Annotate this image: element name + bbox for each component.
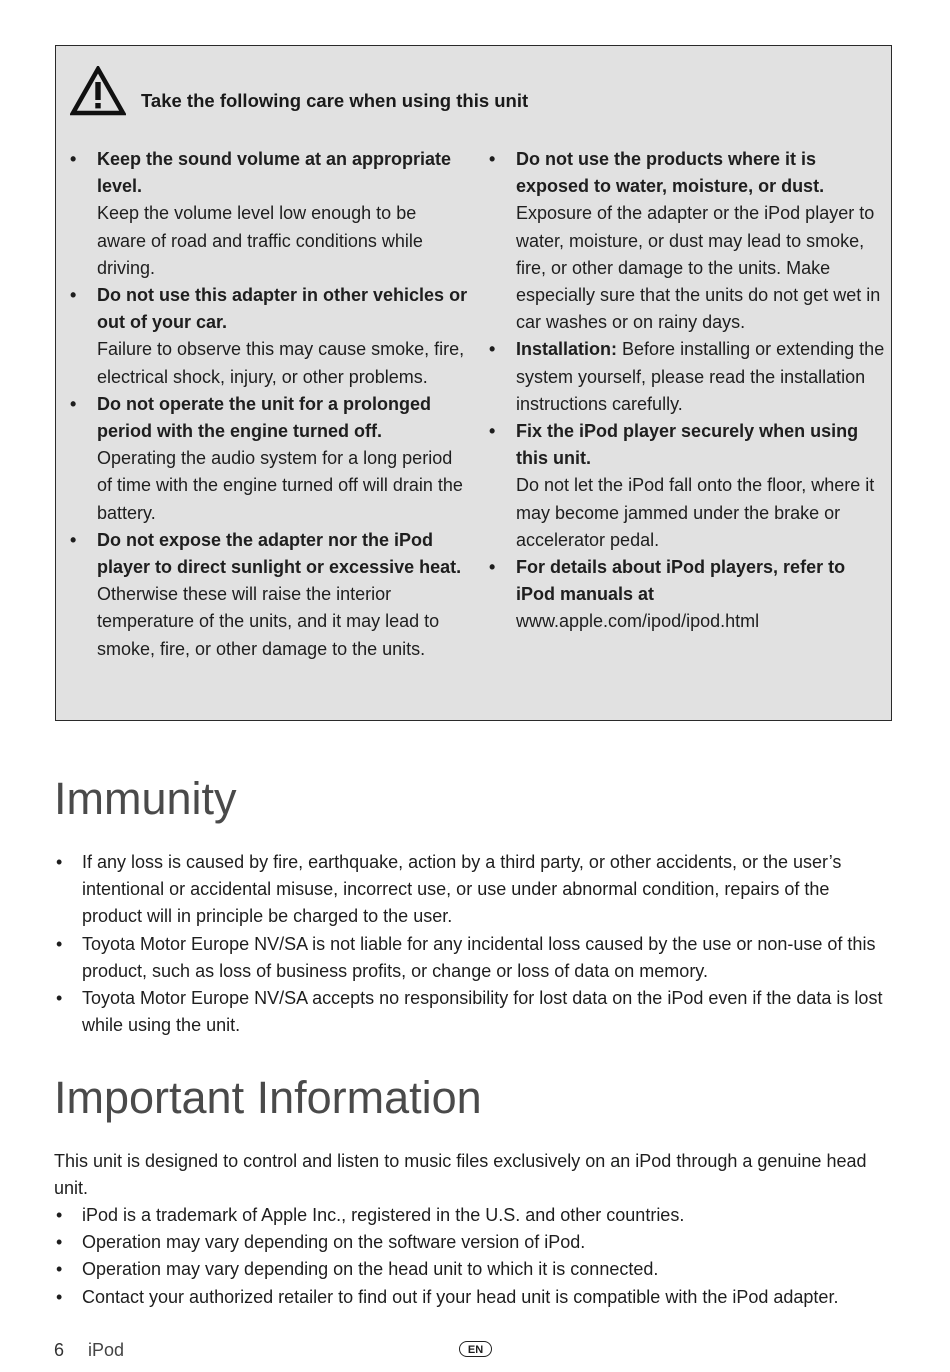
list-item-text: Contact your authorized retailer to find out if your head unit is compatible with the iPod adapter. xyxy=(82,1286,839,1307)
bullet: • xyxy=(56,933,63,954)
caution-item xyxy=(489,418,889,554)
caution-item-heading: For details about iPod players, refer to iPod manuals at xyxy=(516,557,846,605)
caution-item-installation xyxy=(489,336,889,418)
immunity-list xyxy=(54,849,894,1039)
ipod-manual-url: www.apple.com/ipod/ipod.html xyxy=(516,611,760,632)
caution-item xyxy=(489,554,889,636)
caution-item-body: Exposure of the adapter or the iPod player to water, moisture, or dust may lead to smoke, fire, or other damage to the units. Make especially sure that the units do not get wet in car washes or on rainy days. xyxy=(516,203,881,333)
footer-section-name: iPod xyxy=(88,1340,125,1360)
caution-item xyxy=(70,282,470,391)
caution-item-heading: Installation: xyxy=(516,339,618,360)
caution-item-body: Otherwise these will raise the interior temperature of the units, and it may lead to smoke, fire, or other damage to the units. xyxy=(97,584,440,659)
bullet: • xyxy=(489,339,496,360)
caution-item-heading: Do not use the products where it is exposed to water, moisture, or dust. xyxy=(516,149,825,197)
caution-item xyxy=(70,146,470,282)
caution-item-body: Operating the audio system for a long period of time with the engine turned off will drain the battery. xyxy=(97,448,463,523)
bullet: • xyxy=(56,1286,63,1307)
page-number: 6 xyxy=(54,1340,65,1360)
caution-item-body: Failure to observe this may cause smoke, fire, electrical shock, injury, or other problems. xyxy=(97,339,465,387)
bullet: • xyxy=(70,529,77,550)
caution-item-heading: Do not use this adapter in other vehicles or out of your car. xyxy=(97,285,468,333)
bullet: • xyxy=(56,1205,63,1225)
bullet: • xyxy=(56,988,63,1009)
list-item xyxy=(54,1256,894,1283)
immunity-heading: Immunity xyxy=(54,773,237,824)
caution-item-heading: Fix the iPod player securely when using this unit. xyxy=(516,421,859,469)
list-item xyxy=(54,1284,894,1311)
list-item-text: Operation may vary depending on the head unit to which it is connected. xyxy=(82,1259,659,1280)
important-list xyxy=(54,1202,894,1311)
list-item-text: iPod is a trademark of Apple Inc., registered in the U.S. and other countries. xyxy=(82,1205,685,1225)
bullet: • xyxy=(70,285,77,306)
bullet: • xyxy=(56,1232,63,1253)
caution-item-body: Keep the volume level low enough to be aware of road and traffic conditions while driving. xyxy=(97,203,423,278)
caution-header xyxy=(70,66,528,118)
caution-item-body: Do not let the iPod fall onto the floor, where it may become jammed under the brake or accelerator pedal. xyxy=(516,475,875,550)
bullet: • xyxy=(489,557,496,578)
list-item xyxy=(54,931,894,985)
caution-item-body: Before installing or extending the system yourself, please read the installation instructions carefully. xyxy=(516,339,885,414)
list-item xyxy=(54,1202,894,1229)
caution-box xyxy=(55,45,892,721)
warning-triangle-icon xyxy=(70,66,126,118)
caution-left-column xyxy=(70,146,470,663)
caution-item xyxy=(70,527,470,663)
list-item xyxy=(54,1229,894,1256)
bullet: • xyxy=(489,421,496,442)
important-information-heading: Important Information xyxy=(54,1072,482,1123)
list-item xyxy=(54,985,894,1039)
list-item xyxy=(54,849,894,931)
bullet: • xyxy=(70,393,77,414)
bullet: • xyxy=(56,852,63,872)
bullet: • xyxy=(70,149,77,169)
list-item-text: Operation may vary depending on the software version of iPod. xyxy=(82,1232,586,1253)
list-item-text: If any loss is caused by fire, earthquake, action by a third party, or other accidents, or the user’s intentional or accidental misuse, incorrect use, or use under abnormal condition, repairs of the product will in principle be charged to the user. xyxy=(82,852,842,927)
caution-item-heading: Do not expose the adapter nor the iPod player to direct sunlight or excessive heat. xyxy=(97,529,462,578)
caution-item xyxy=(489,146,889,336)
caution-item xyxy=(70,391,470,527)
list-item-text: Toyota Motor Europe NV/SA is not liable for any incidental loss caused by the use or non-use of this product, such as loss of business profits, or change or loss of data on memory. xyxy=(82,933,876,981)
important-intro: This unit is designed to control and listen to music files exclusively on an iPod through a genuine head unit. xyxy=(54,1151,867,1199)
caution-item-heading: Keep the sound volume at an appropriate level. xyxy=(97,149,452,197)
bullet: • xyxy=(489,149,496,169)
language-badge: EN xyxy=(459,1341,492,1357)
caution-item-heading: Do not operate the unit for a prolonged period with the engine turned off. xyxy=(97,393,431,442)
caution-title: Take the following care when using this unit xyxy=(141,90,529,111)
list-item-text: Toyota Motor Europe NV/SA accepts no responsibility for lost data on the iPod even if the data is lost while using the unit. xyxy=(82,988,883,1036)
bullet: • xyxy=(56,1259,63,1280)
caution-right-column xyxy=(489,146,889,636)
